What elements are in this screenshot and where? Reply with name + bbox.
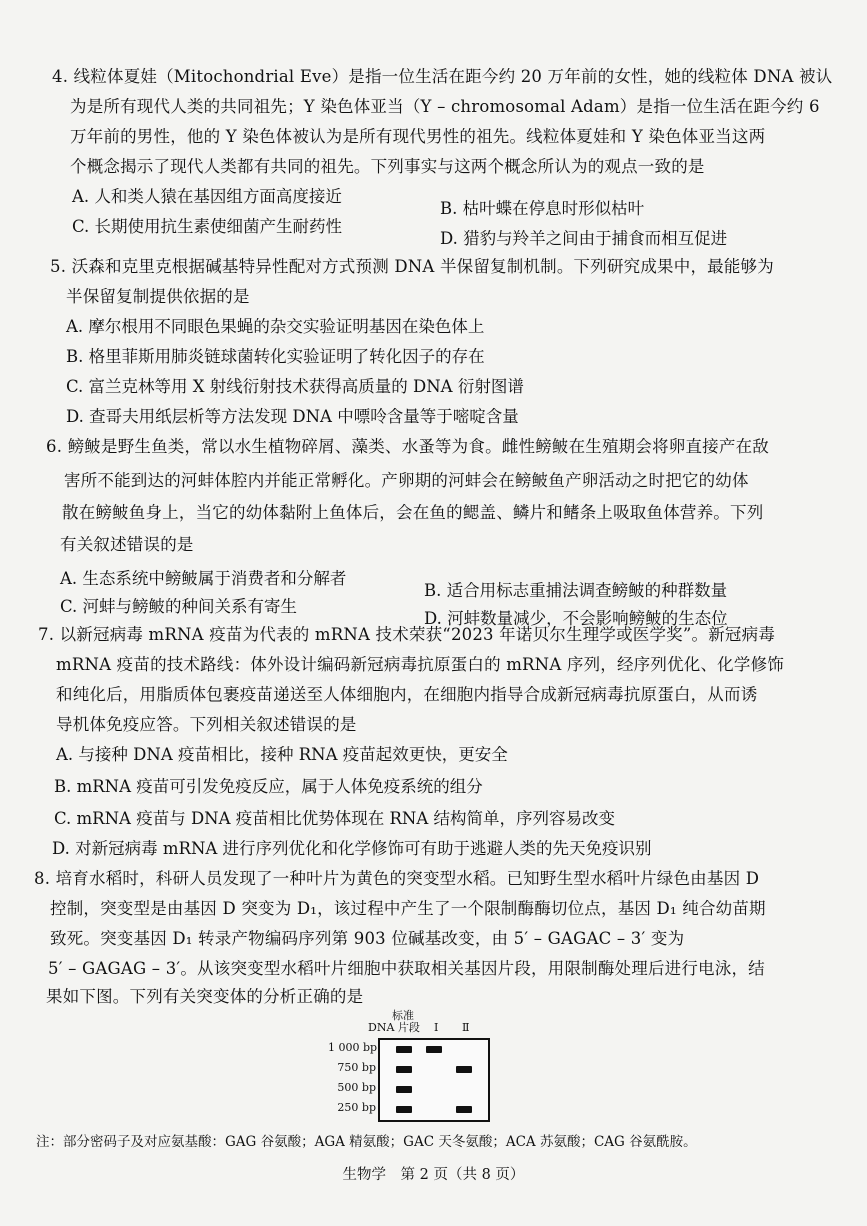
- q7-line-2: mRNA 疫苗的技术路线：体外设计编码新冠病毒抗原蛋白的 mRNA 序列，经序列优化、化学修饰: [56, 655, 784, 674]
- gel-band-lane-2-250: [456, 1106, 472, 1113]
- bp-label-1000: 1 000 bp: [328, 1041, 378, 1054]
- q7-line-1: 7. 以新冠病毒 mRNA 疫苗为代表的 mRNA 技术荣获“2023 年诺贝尔生理学或医学奖”。新冠病毒: [38, 625, 776, 644]
- electrophoresis-figure: [328, 1010, 498, 1122]
- q8-line-3: 致死。突变基因 D₁ 转录产物编码序列第 903 位碱基改变，由 5′ – GAGAC – 3′ 变为: [50, 929, 685, 948]
- page-footer: 生物学 第 2 页（共 8 页）: [342, 1167, 525, 1183]
- gel-band-marker-750: [396, 1066, 412, 1073]
- q4-option-c: C. 长期使用抗生素使细菌产生耐药性: [72, 217, 343, 236]
- codon-note: 注：部分密码子及对应氨基酸：GAG 谷氨酸；AGA 精氨酸；GAC 天冬氨酸；ACA 苏氨酸；CAG 谷氨酰胺。: [36, 1134, 697, 1150]
- q5-option-b: B. 格里菲斯用肺炎链球菌转化实验证明了转化因子的存在: [66, 347, 485, 366]
- q5-line-1: 5. 沃森和克里克根据碱基特异性配对方式预测 DNA 半保留复制机制。下列研究成果中，最能够为: [50, 257, 774, 276]
- q5-option-a: A. 摩尔根用不同眼色果蝇的杂交实验证明基因在染色体上: [66, 317, 485, 336]
- gel-band-marker-1000: [396, 1046, 412, 1053]
- q4-option-b: B. 枯叶蝶在停息时形似枯叶: [440, 199, 645, 218]
- q7-line-4: 导机体免疫应答。下列相关叙述错误的是: [56, 715, 357, 734]
- q4-line-2: 为是所有现代人类的共同祖先；Y 染色体亚当（Y – chromosomal Adam）是指一位生活在距今约 6: [70, 97, 820, 116]
- figure-header-standard: 标准: [392, 1009, 414, 1022]
- gel-box: [378, 1038, 490, 1122]
- q4-line-3: 万年前的男性，他的 Y 染色体被认为是所有现代男性的祖先。线粒体夏娃和 Y 染色体亚当这两: [70, 127, 766, 146]
- q4-option-a: A. 人和类人猿在基因组方面高度接近: [72, 187, 342, 206]
- gel-band-marker-250: [396, 1106, 412, 1113]
- q4-option-d: D. 猎豹与羚羊之间由于捕食而相互促进: [440, 229, 728, 248]
- q8-line-5: 果如下图。下列有关突变体的分析正确的是: [46, 987, 364, 1006]
- q8-line-4: 5′ – GAGAG – 3′。从该突变型水稻叶片细胞中获取相关基因片段，用限制酶处理后进行电泳，结: [48, 959, 765, 978]
- q6-option-b: B. 适合用标志重捕法调查鳑鲏的种群数量: [424, 581, 728, 600]
- bp-label-250: 250 bp: [337, 1101, 376, 1114]
- q6-line-1: 6. 鳑鲏是野生鱼类，常以水生植物碎屑、藻类、水蚤等为食。雌性鳑鲏在生殖期会将卵直接产在敌: [46, 437, 769, 456]
- q4-line-4: 个概念揭示了现代人类都有共同的祖先。下列事实与这两个概念所认为的观点一致的是: [70, 157, 705, 176]
- q6-option-c: C. 河蚌与鳑鲏的种间关系有寄生: [60, 597, 298, 616]
- q4-line-1: 4. 线粒体夏娃（Mitochondrial Eve）是指一位生活在距今约 20 万年前的女性，她的线粒体 DNA 被认: [52, 67, 833, 86]
- q7-line-3: 和纯化后，用脂质体包裹疫苗递送至人体细胞内，在细胞内指导合成新冠病毒抗原蛋白，从而诱: [56, 685, 758, 704]
- gel-band-marker-500: [396, 1086, 412, 1093]
- bp-label-500: 500 bp: [337, 1081, 376, 1094]
- figure-lane-2-label: Ⅱ: [462, 1021, 470, 1034]
- q7-option-a: A. 与接种 DNA 疫苗相比，接种 RNA 疫苗起效更快，更安全: [56, 745, 508, 764]
- figure-lane-1-label: Ⅰ: [434, 1021, 439, 1034]
- q7-option-c: C. mRNA 疫苗与 DNA 疫苗相比优势体现在 RNA 结构简单，序列容易改变: [54, 809, 616, 828]
- q5-option-d: D. 查哥夫用纸层析等方法发现 DNA 中嘌呤含量等于嘧啶含量: [66, 407, 519, 426]
- figure-header-dna: DNA 片段: [368, 1021, 420, 1034]
- q6-line-4: 有关叙述错误的是: [60, 535, 194, 554]
- q6-option-d: D. 河蚌数量减少，不会影响鳑鲏的生态位: [424, 609, 728, 628]
- q5-option-c: C. 富兰克林等用 X 射线衍射技术获得高质量的 DNA 衍射图谱: [66, 377, 524, 396]
- q6-line-3: 散在鳑鲏鱼身上，当它的幼体黏附上鱼体后，会在鱼的鳃盖、鳞片和鳍条上吸取鱼体营养。下列: [62, 503, 764, 522]
- bp-label-750: 750 bp: [337, 1061, 376, 1074]
- q7-option-d: D. 对新冠病毒 mRNA 进行序列优化和化学修饰可有助于逃避人类的先天免疫识别: [52, 839, 652, 858]
- gel-band-lane-1-1000: [426, 1046, 442, 1053]
- q6-option-a: A. 生态系统中鳑鲏属于消费者和分解者: [60, 569, 347, 588]
- q5-line-2: 半保留复制提供依据的是: [66, 287, 250, 306]
- q7-option-b: B. mRNA 疫苗可引发免疫反应，属于人体免疫系统的组分: [54, 777, 483, 796]
- q8-line-2: 控制，突变型是由基因 D 突变为 D₁，该过程中产生了一个限制酶酶切位点，基因 D₁ 纯合幼苗期: [50, 899, 766, 918]
- q8-line-1: 8. 培育水稻时，科研人员发现了一种叶片为黄色的突变型水稻。已知野生型水稻叶片绿色由基因 D: [34, 869, 760, 888]
- gel-band-lane-2-750: [456, 1066, 472, 1073]
- q6-line-2: 害所不能到达的河蚌体腔内并能正常孵化。产卵期的河蚌会在鳑鲏鱼产卵活动之时把它的幼体: [64, 471, 749, 490]
